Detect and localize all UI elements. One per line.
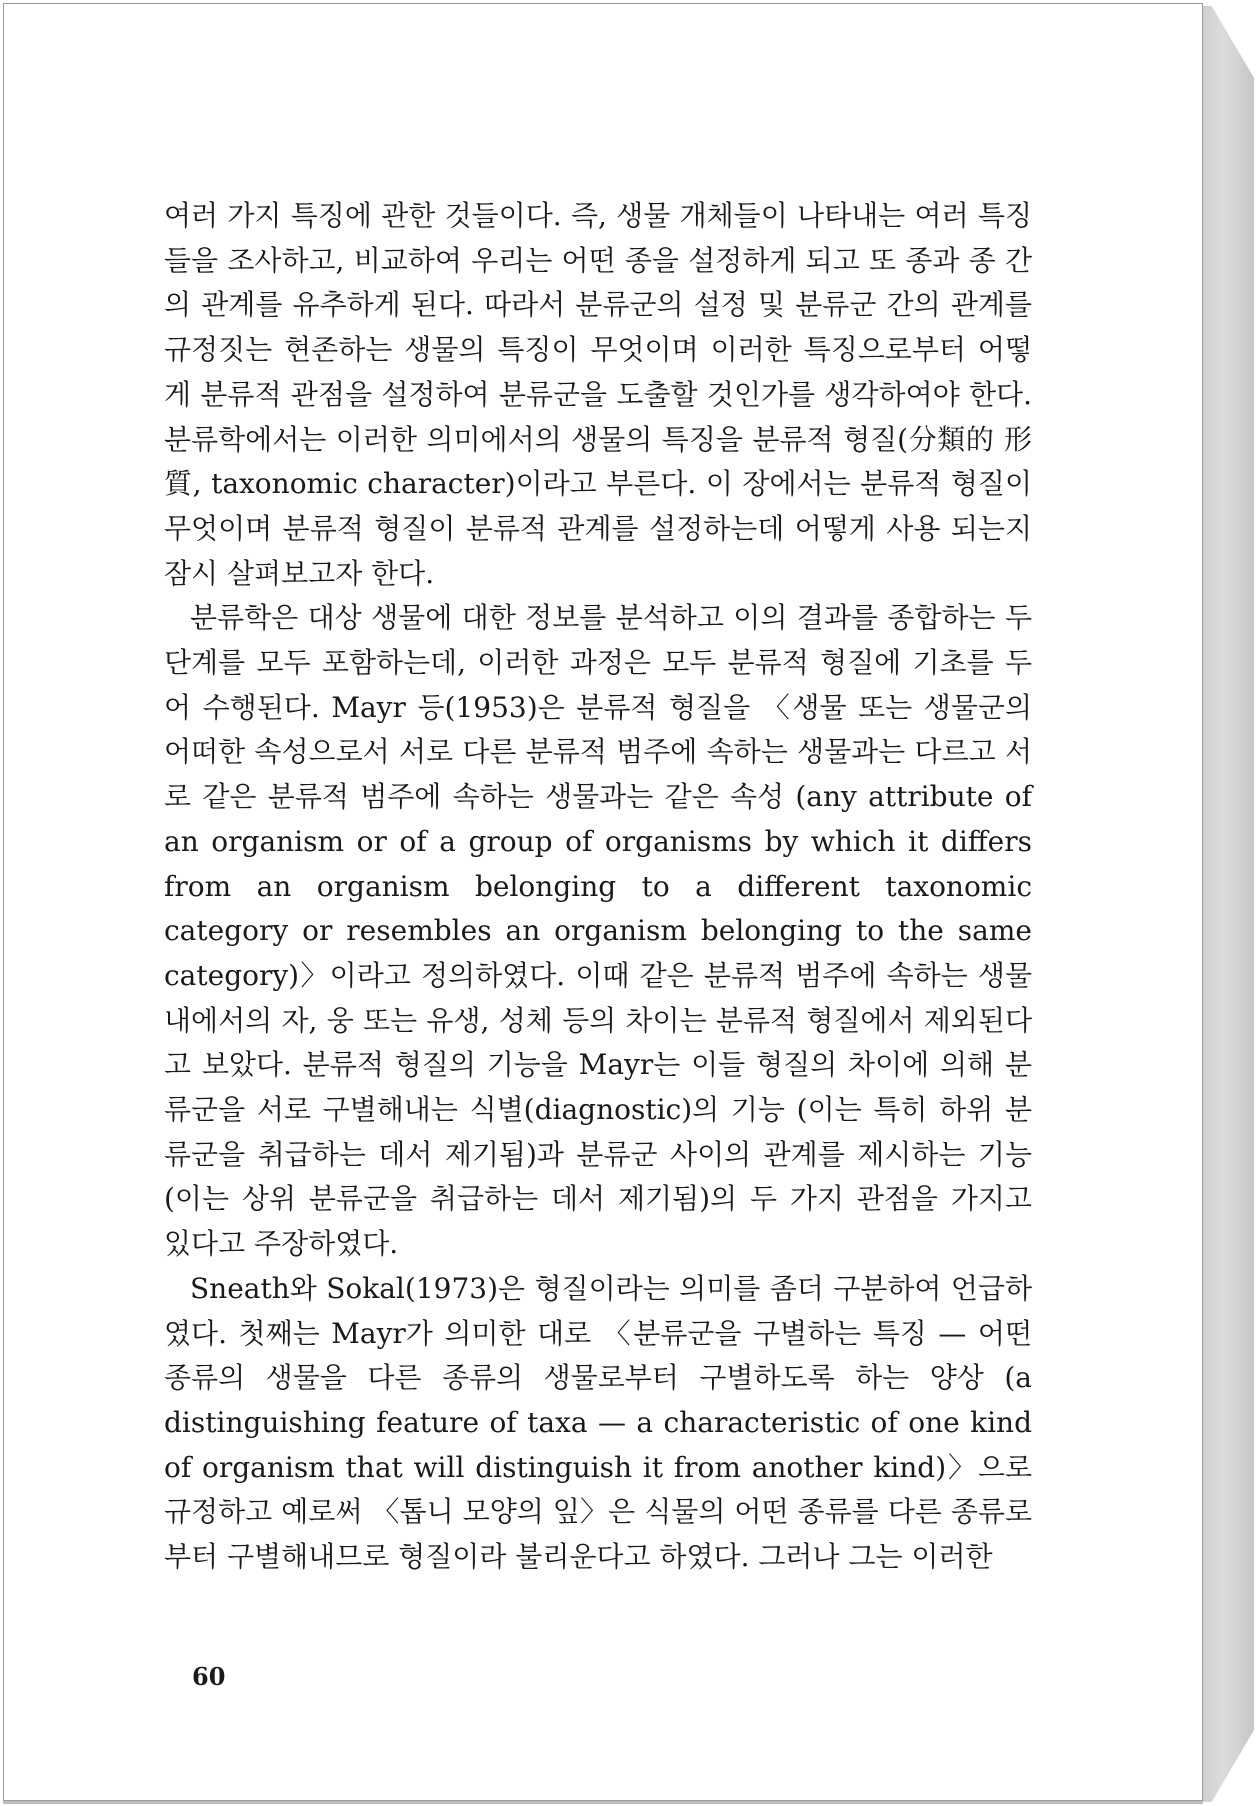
paragraph-1: 여러 가지 특징에 관한 것들이다. 즉, 생물 개체들이 나타내는 여러 특징들을 조사하고, 비교하여 우리는 어떤 종을 설정하게 되고 또 종과 종 간의 관계를 유추하게 된다. 따라서 분류군의 설정 및 분류군 간의 관계를 규정짓는 현존하는 생물의 특징이 무엇이며 이러한 특징으로부터 어떻게 분류적 관점을 설정하여 분류군을 도출할 것인가를 생각하여야 한다. 분류학에서는 이러한 의미에서의 생물의 특징을 분류적 형질(分類的 形質, taxonomic character)이라고 부른다. 이 장에서는 분류적 형질이 무엇이며 분류적 형질이 분류적 관계를 설정하는데 어떻게 사용 되는지 잠시 살펴보고자 한다. [164,199,1032,590]
book-page [3,3,1203,1801]
paragraph-3: Sneath와 Sokal(1973)은 형질이라는 의미를 좀더 구분하여 언급하였다. 첫째는 Mayr가 의미한 대로 〈분류군을 구별하는 특징 — 어떤 종류의 생물을 다른 종류의 생물로부터 구별하도록 하는 양상 (a distinguishing feature of taxa — a characteristic of one kind of organism that will distinguish it from another kind)〉으로 규정하고 예로써 〈톱니 모양의 잎〉은 식물의 어떤 종류를 다른 종류로부터 구별해내므로 형질이라 불리운다고 하였다. 그러나 그는 이러한 [164,1271,1032,1574]
body-text [164,194,1032,1580]
paragraph-2: 분류학은 대상 생물에 대한 정보를 분석하고 이의 결과를 종합하는 두 단계를 모두 포함하는데, 이러한 과정은 모두 분류적 형질에 기초를 두어 수행된다. Mayr 등(1953)은 분류적 형질을 〈생물 또는 생물군의 어떠한 속성으로서 서로 다른 분류적 범주에 속하는 생물과는 다르고 서로 같은 분류적 범주에 속하는 생물과는 같은 속성 (any attribute of an organism or of a group of organisms by which it differs from an organism belonging to a different taxonomic category or resembles an organism belonging to the same category)〉이라고 정의하였다. 이때 같은 분류적 범주에 속하는 생물 내에서의 자, 웅 또는 유생, 성체 등의 차이는 분류적 형질에서 제외된다고 보았다. 분류적 형질의 기능을 Mayr는 이들 형질의 차이에 의해 분류군을 서로 구별해내는 식별(diagnostic)의 기능 (이는 특히 하위 분류군을 취급하는 데서 제기됨)과 분류군 사이의 관계를 제시하는 기능 (이는 상위 분류군을 취급하는 데서 제기됨)의 두 가지 관점을 가지고 있다고 주장하였다. [164,601,1032,1261]
page-number: 60 [192,1662,226,1691]
page-stack-edge [1201,6,1254,1802]
